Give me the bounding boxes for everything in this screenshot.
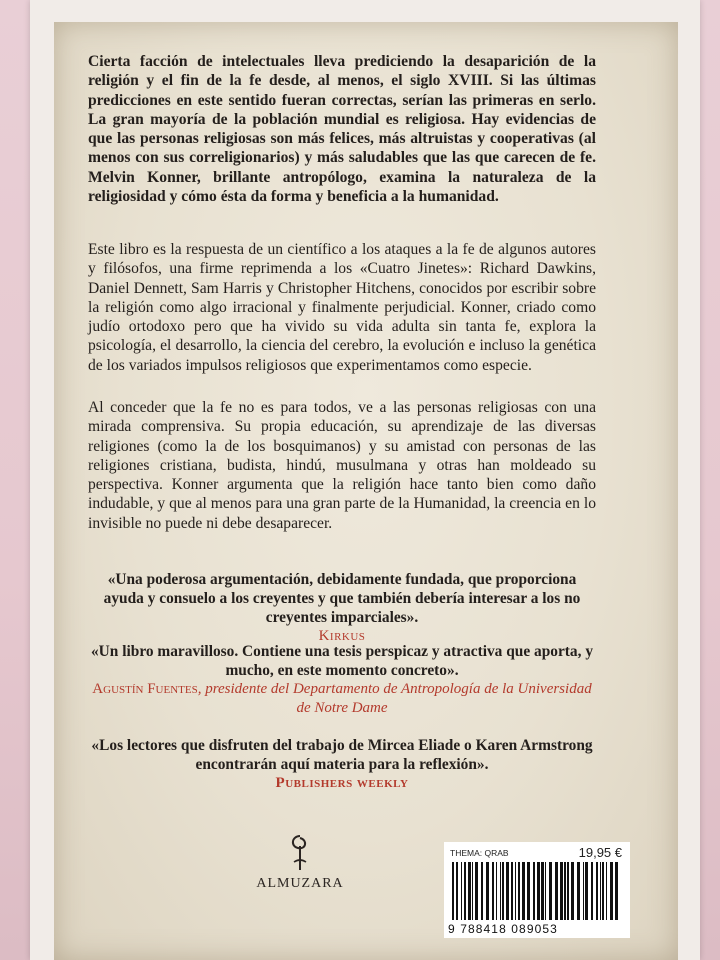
review-quote-3 <box>88 736 596 793</box>
book-back-cover <box>30 0 700 960</box>
review-quote-1-source: Kirkus <box>318 628 366 644</box>
barcode-bars <box>450 862 624 920</box>
review-quote-3-source: Publishers weekly <box>275 775 409 791</box>
review-quote-2-text: «Un libro maravilloso. Contiene una tesis perspicaz y atractiva que aporta, y mucho, en este momento concreto». <box>90 643 594 679</box>
review-quote-2-source-role: , presidente del Departamento de Antropología de la Universidad de Notre Dame <box>197 681 592 716</box>
review-quote-3-text: «Los lectores que disfruten del trabajo de Mircea Eliade o Karen Armstrong encontrarán aquí materia para la reflexión». <box>91 737 593 773</box>
blurb-paragraph-1: Cierta facción de intelectuales lleva prediciendo la desaparición de la religión y el fin de la fe desde, al menos, el siglo XVIII. Si las últimas predicciones en este sentido fueran correctas, serían las primeras en serlo. La gran mayoría de la población mundial es religiosa. Hay evidencias de que las personas religiosas son más felices, más altruistas y cooperativas (al menos con sus correligionarios) y más saludables que las que carecen de fe. Melvin Konner, brillante antropólogo, examina la naturaleza de la religiosidad y cómo ésta da forma y beneficia a la humanidad. <box>88 53 596 206</box>
almuzara-logo-icon <box>270 832 330 872</box>
isbn-number: 9 788418 089053 <box>448 922 558 936</box>
review-quote-2-source-name: Agustín Fuentes <box>92 681 198 697</box>
blurb-paragraph-2: Este libro es la respuesta de un científico a los ataques a la fe de algunos autores y filósofos, una firme reprimenda a los «Cuatro Jinetes»: Richard Dawkins, Daniel Dennett, Sam Harris y Christopher Hitchens, conocidos por escribir sobre la religión como algo irracional y finalmente perjudicial. Konner, criado como judío ortodoxo pero que ha vivido su vida adulta sin tanta fe, explora la psicología, el desarrollo, la ciencia del cerebro, la evolución e incluso la genética de los variados impulsos religiosos que experimentamos como especie. <box>88 241 596 374</box>
review-quote-2-source <box>88 680 596 718</box>
review-quote-1 <box>88 570 596 646</box>
review-quote-1-text: «Una poderosa argumentación, debidamente fundada, que proporciona ayuda y consuelo a los creyentes y que también debería interesar a los no creyentes imparciales». <box>103 571 581 626</box>
price: 19,95 € <box>578 845 622 860</box>
publisher-name: ALMUZARA <box>256 876 344 891</box>
review-quote-2 <box>88 642 596 718</box>
barcode-label <box>444 842 630 938</box>
thema-code: THEMA: QRAB <box>450 848 509 858</box>
blurb-paragraph-3: Al conceder que la fe no es para todos, ve a las personas religiosas con una mirada comprensiva. Su propia educación, su aprendizaje de las diversas religiones (como la de los bosquimanos) y su amistad con personas de las religiones cristiana, budista, hindú, musulmana y otras han moldeado su perspectiva. Konner argumenta que la religión hace tanto bien como daño indudable, y que al menos para una gran parte de la Humanidad, la creencia en lo invisible no puede ni debe desaparecer. <box>88 399 596 532</box>
